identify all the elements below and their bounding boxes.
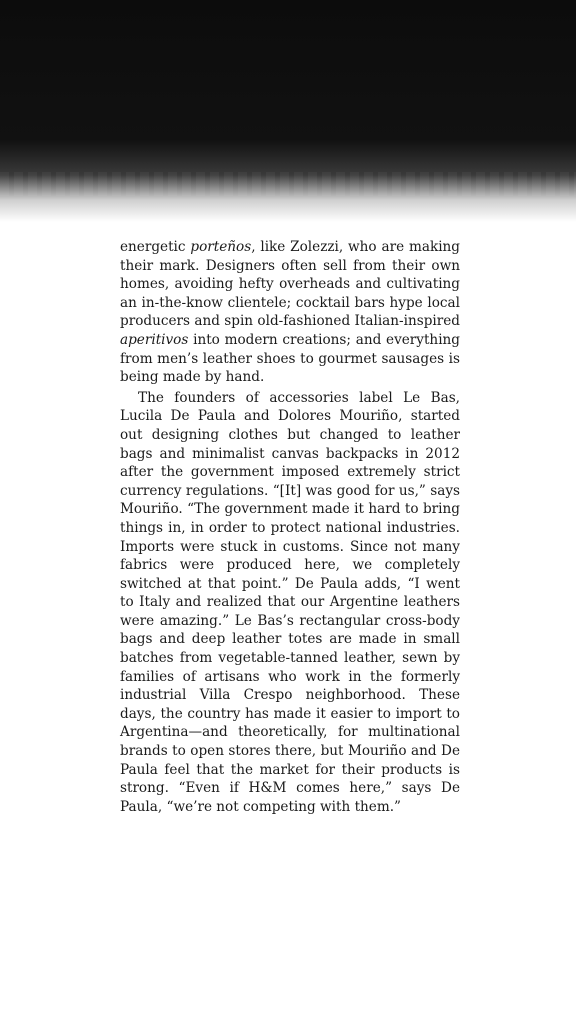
- paragraph-1-text-a: energetic: [120, 239, 191, 255]
- paragraph-2: The founders of accessories label Le Bas, Lucila De Paula and Dolores Mouriño, started out designing clothes but changed to leather bags and minimalist canvas backpacks in 2012 after the government imposed extremely strict currency regulations. “[It] was good for us,” says Mouriño. “The government made it hard to bring things in, in order to protect national industries. Imports were stuck in customs. Since not many fabrics were produced here, we completely switched at that point.” De Paula adds, “I went to Italy and realized that our Argentine leathers were amazing.” Le Bas’s rectangular cross-body bags and deep leather totes are made in small batches from vegetable-tanned leather, sewn by families of artisans who work in the formerly industrial Villa Crespo neighborhood. These days, the country has made it easier to import to Argentina—and theoretically, for multinational brands to open stores there, but Mouriño and De Paula feel that the market for their products is strong. “Even if H&M comes here,” says De Paula, “we’re not competing with them.”: [120, 389, 460, 815]
- italic-aperitivos: aperitivos: [120, 331, 189, 348]
- paragraph-1: [120, 238, 460, 387]
- paragraph-1-text-b: , like Zolezzi, who are making their mark. Designers often sell from their own homes, avoiding hefty overheads and cultivating an in-the-know clientele; cocktail bars hype local producers and spin old-fashioned Italian-inspired: [120, 239, 460, 330]
- italic-portenos: porteños: [190, 239, 252, 255]
- paragraph-1-text-c: into modern creations; and everything from men’s leather shoes to gourmet sausages is being made by hand.: [120, 331, 460, 386]
- article-body: [120, 238, 460, 816]
- faded-header-text: [0, 172, 576, 196]
